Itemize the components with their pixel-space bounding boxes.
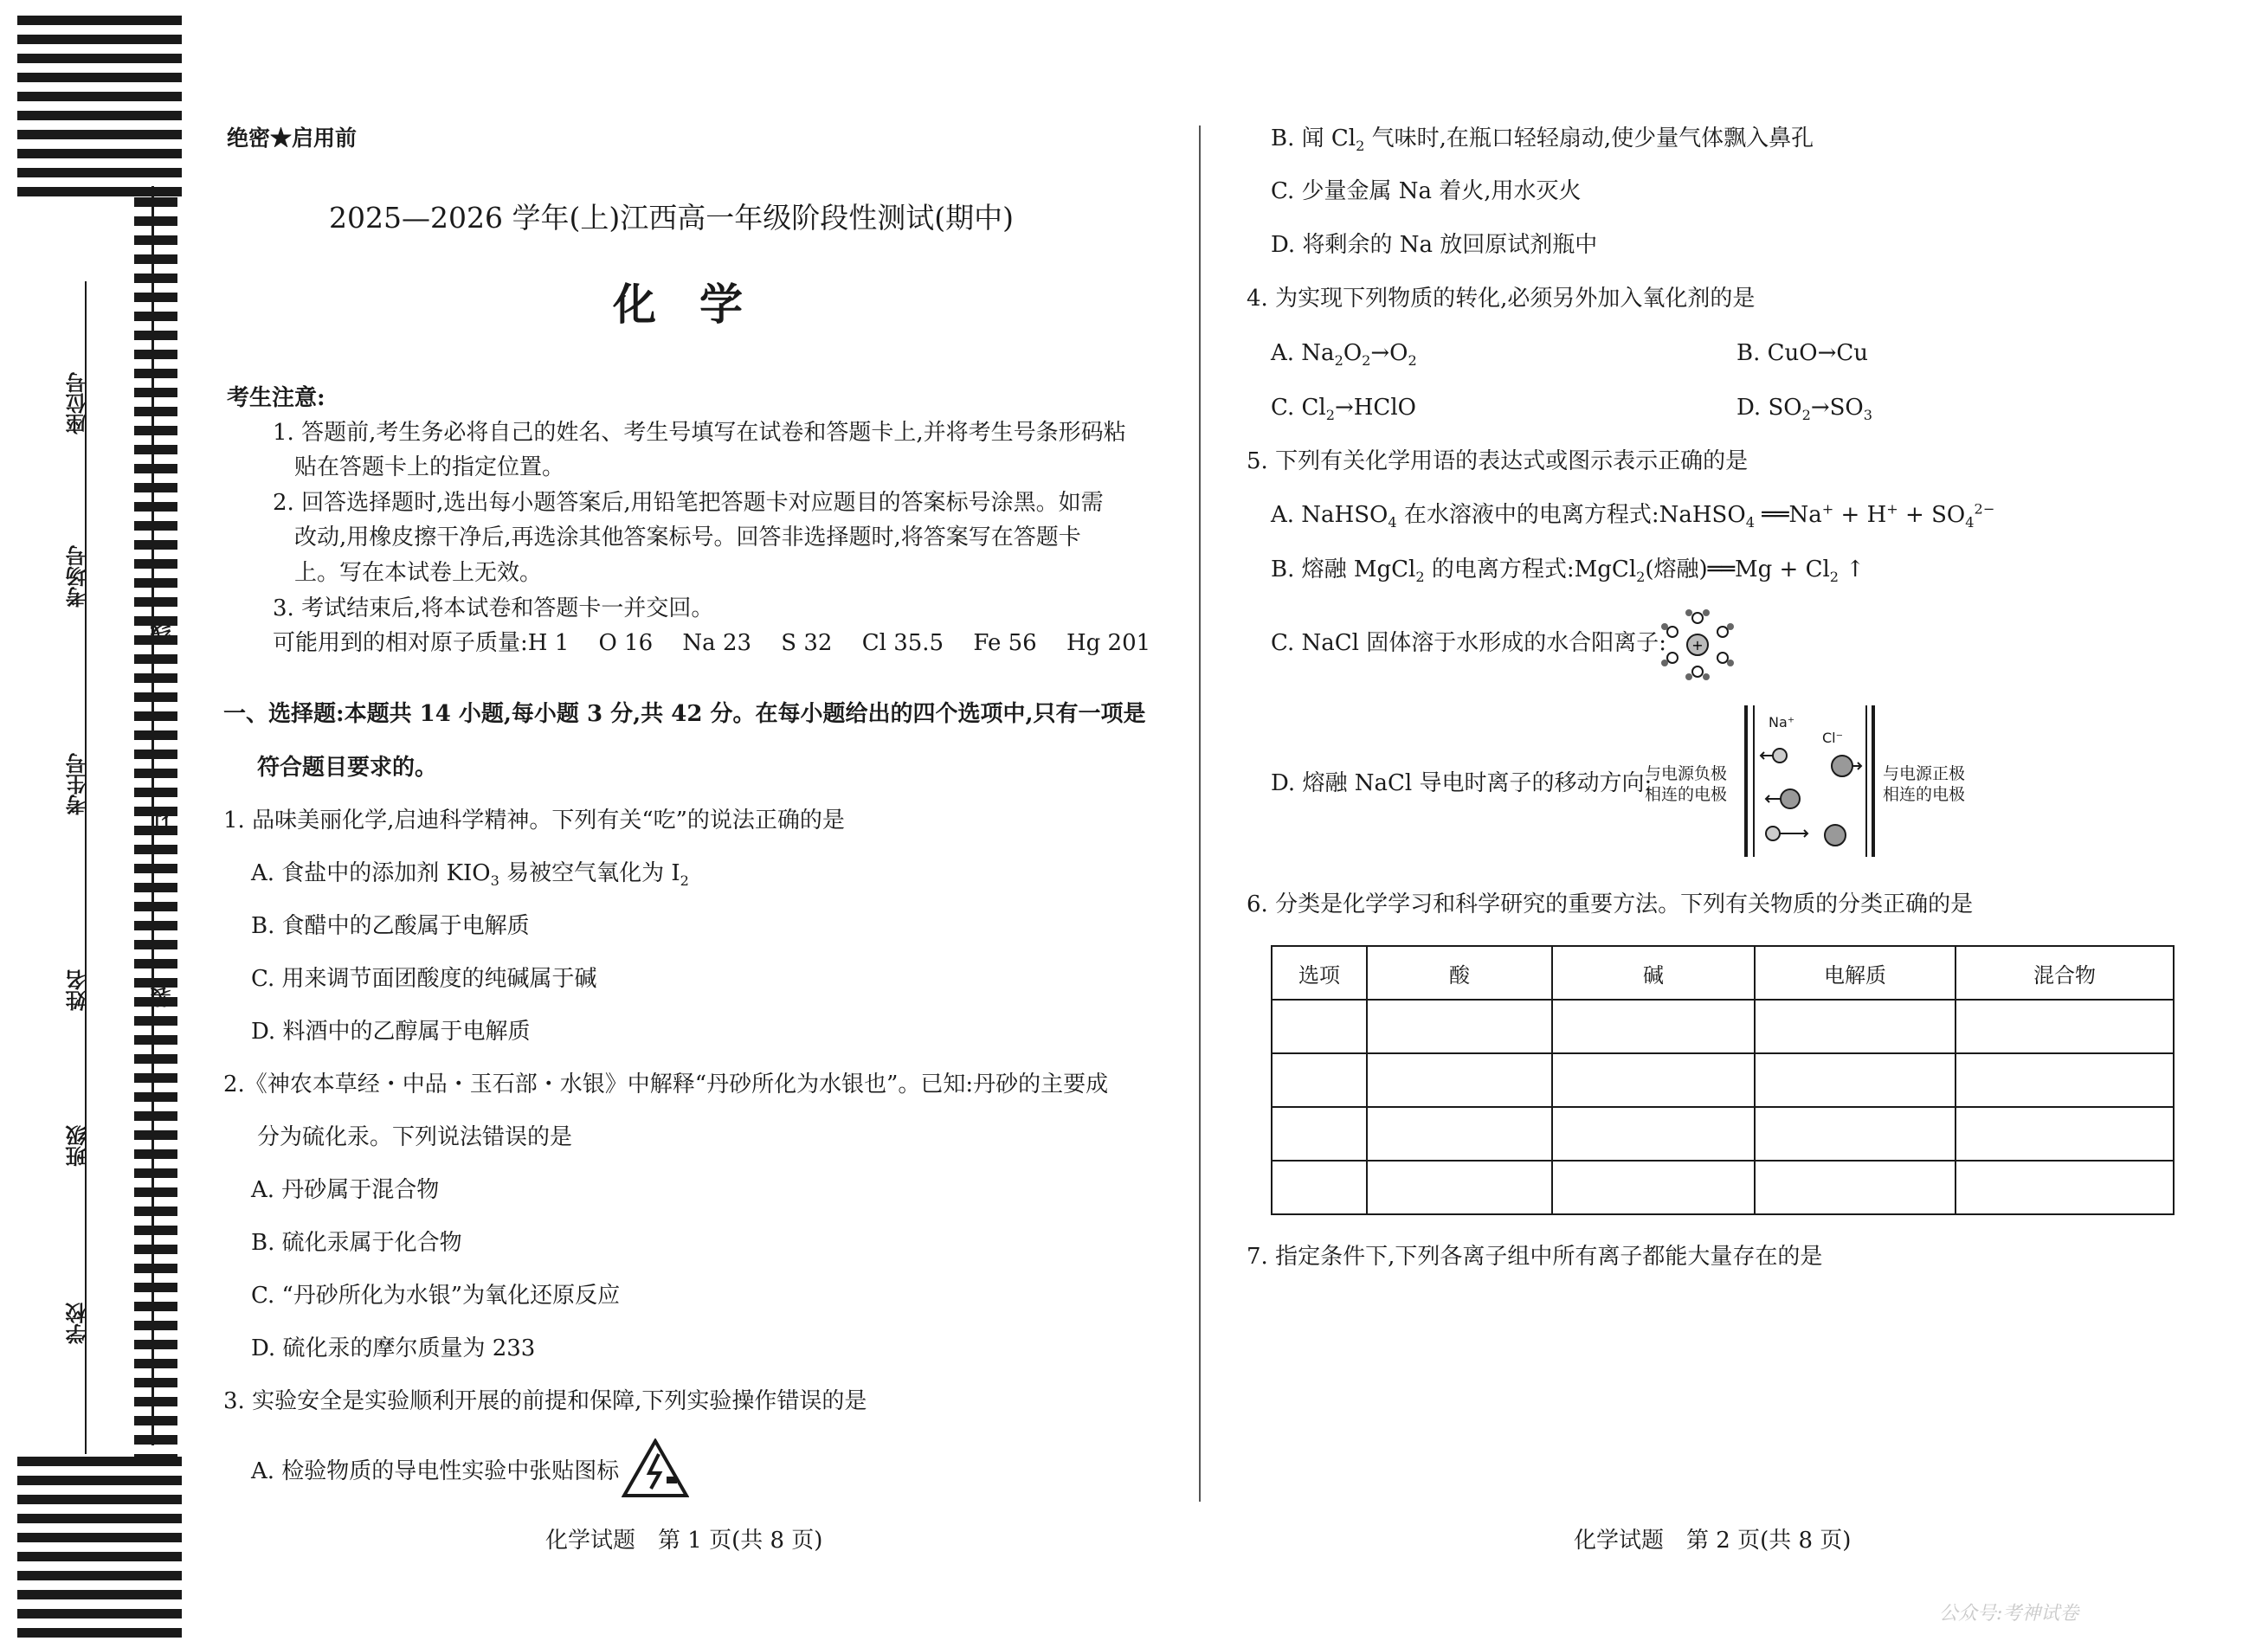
footer-right-page: 化学试题 第 2 页(共 8 页) xyxy=(1574,1528,1852,1554)
notice-line-3: 2. 回答选择题时,选出每小题答案后,用铅笔把答题卡对应题目的答案标号涂黑。如需 xyxy=(273,490,1104,516)
table-header-row xyxy=(1272,946,2174,1000)
notice-line-5: 上。写在本试卷上无效。 xyxy=(294,560,543,586)
anode-plate-edge xyxy=(1865,705,1867,857)
table-header: 选项 xyxy=(1272,946,1367,1000)
binding-label-seat: 座位号 xyxy=(65,372,90,434)
secret-label: 绝密★启用前 xyxy=(227,125,358,151)
cathode-plate-edge xyxy=(1753,705,1755,857)
cut-mark-staple: 订 xyxy=(150,814,175,834)
table-header: 电解质 xyxy=(1755,946,1956,1000)
q5-option-b: B. 熔融 MgCl$_2$ 的电离方程式:MgCl$_2$(熔融)══Mg + $Cl_2$ ↑ xyxy=(1271,557,1865,586)
q5-stem: 5. 下列有关化学用语的表达式或图示表示正确的是 xyxy=(1247,448,1749,474)
q4-option-a: A. $Na_2O_2\to O_2$ xyxy=(1271,340,1417,370)
electrolysis-diagram xyxy=(1645,705,2008,861)
binding-label-class: 班级 xyxy=(65,1125,90,1167)
q4-option-b: B. CuO→Cu xyxy=(1736,340,1869,366)
q2-stem-2: 分为硫化汞。下列说法错误的是 xyxy=(257,1124,573,1150)
table-header: 酸 xyxy=(1367,946,1552,1000)
q3-option-a: A. 检验物质的导电性实验中张贴图标 xyxy=(251,1458,620,1484)
atomic-mass-line: 可能用到的相对原子质量:H 1 O 16 Na 23 S 32 Cl 35.5 Fe 56 Hg 201 xyxy=(273,630,1151,656)
q7-stem: 7. 指定条件下,下列各离子组中所有离子都能大量存在的是 xyxy=(1247,1244,1823,1270)
anode-plate xyxy=(1872,705,1875,857)
binding-label-room: 考场号 xyxy=(65,545,90,608)
q2-option-c: C. “丹砂所化为水银”为氧化还原反应 xyxy=(251,1283,621,1309)
q4-option-d: D. $SO_2\to SO_3$ xyxy=(1736,395,1872,424)
binding-field-line xyxy=(85,281,87,1454)
table-row xyxy=(1272,1107,2174,1161)
binding-label-name: 姓名 xyxy=(65,969,90,1011)
q5-option-c: C. NaCl 固体溶于水形成的水合阳离子: xyxy=(1271,630,1666,656)
q3-option-c: C. 少量金属 Na 着火,用水灭火 xyxy=(1271,178,1582,204)
footer-left-page: 化学试题 第 1 页(共 8 页) xyxy=(545,1528,823,1554)
q5-option-a: A. NaHSO$_4$ 在水溶液中的电离方程式:NaHSO$_4$ ══Na+ + $H^+ + SO_4^{2-}$ xyxy=(1271,500,1995,531)
notice-line-4: 改动,用橡皮擦干净后,再选涂其他答案标号。回答非选择题时,将答案写在答题卡 xyxy=(294,524,1081,550)
q3-option-b: B. 闻 $Cl_2$ 气味时,在瓶口轻轻扇动,使少量气体飘入鼻孔 xyxy=(1271,125,1814,155)
notice-line-6: 3. 考试结束后,将本试卷和答题卡一并交回。 xyxy=(273,595,714,621)
table-row xyxy=(1272,1053,2174,1107)
notice-heading: 考生注意: xyxy=(227,385,325,411)
q4-option-c: C. $Cl_2\to HClO$ xyxy=(1271,395,1416,424)
cl-ion-label: Cl⁻ xyxy=(1822,730,1844,746)
table-row xyxy=(1272,1161,2174,1214)
q5-option-d: D. 熔融 NaCl 导电时离子的移动方向: xyxy=(1271,770,1653,796)
q3-option-d: D. 将剩余的 Na 放回原试剂瓶中 xyxy=(1271,232,1598,258)
table-header: 碱 xyxy=(1552,946,1755,1000)
ion-migration-arrows xyxy=(1756,731,1865,853)
subject-title: 化 学 xyxy=(613,279,743,330)
hydrated-cation-diagram xyxy=(1660,608,1735,682)
q2-stem-1: 2.《神农本草经・中品・玉石部・水银》中解释“丹砂所化为水银也”。已知:丹砂的主要成 xyxy=(223,1071,1109,1097)
na-ion-label: Na⁺ xyxy=(1769,714,1795,730)
cathode-label: 与电源负极 相连的电极 xyxy=(1645,764,1728,804)
anode-label: 与电源正极 相连的电极 xyxy=(1883,764,1966,804)
notice-line-2: 贴在答题卡上的指定位置。 xyxy=(294,454,565,480)
column-divider xyxy=(1199,125,1201,1502)
table-header: 混合物 xyxy=(1956,946,2174,1000)
q2-option-d: D. 硫化汞的摩尔质量为 233 xyxy=(251,1335,536,1361)
q3-stem: 3. 实验安全是实验顺利开展的前提和保障,下列实验操作错误的是 xyxy=(223,1388,867,1414)
q1-option-b: B. 食醋中的乙酸属于电解质 xyxy=(251,913,530,939)
cut-mark-bind: 装 xyxy=(150,987,175,1007)
q2-option-a: A. 丹砂属于混合物 xyxy=(251,1177,440,1203)
q1-stem: 1. 品味美丽化学,启迪科学精神。下列有关“吃”的说法正确的是 xyxy=(223,808,845,833)
binding-label-candidate: 考生号 xyxy=(65,753,90,815)
q1-option-a: A. 食盐中的添加剂 $KIO_3$ 易被空气氧化为 $I_2$ xyxy=(251,860,689,890)
svg-text:+: + xyxy=(1691,637,1704,653)
q2-option-b: B. 硫化汞属于化合物 xyxy=(251,1230,462,1256)
classification-table xyxy=(1271,945,2175,1215)
exam-title: 2025—2026 学年(上)江西高一年级阶段性测试(期中) xyxy=(329,201,1014,235)
table-row xyxy=(1272,1000,2174,1053)
q6-stem: 6. 分类是化学学习和科学研究的重要方法。下列有关物质的分类正确的是 xyxy=(1247,891,1974,917)
section1-line2: 符合题目要求的。 xyxy=(257,755,438,781)
cut-mark-line: 线 xyxy=(150,623,175,644)
section1-line1: 一、选择题:本题共 14 小题,每小题 3 分,共 42 分。在每小题给出的四个选项中,只有一项是 xyxy=(223,701,1146,727)
q4-stem: 4. 为实现下列物质的转化,必须另外加入氧化剂的是 xyxy=(1247,286,1756,312)
watermark: 公众号:考神试卷 xyxy=(1939,1603,2079,1625)
q1-option-c: C. 用来调节面团酸度的纯碱属于碱 xyxy=(251,966,597,992)
notice-line-1: 1. 答题前,考生务必将自己的姓名、考生号填写在试卷和答题卡上,并将考生号条形码粘 xyxy=(273,420,1126,446)
binding-label-school: 学校 xyxy=(65,1303,90,1344)
cathode-plate xyxy=(1744,705,1748,857)
q1-option-d: D. 料酒中的乙醇属于电解质 xyxy=(251,1019,531,1045)
electric-hazard-icon xyxy=(622,1438,689,1499)
